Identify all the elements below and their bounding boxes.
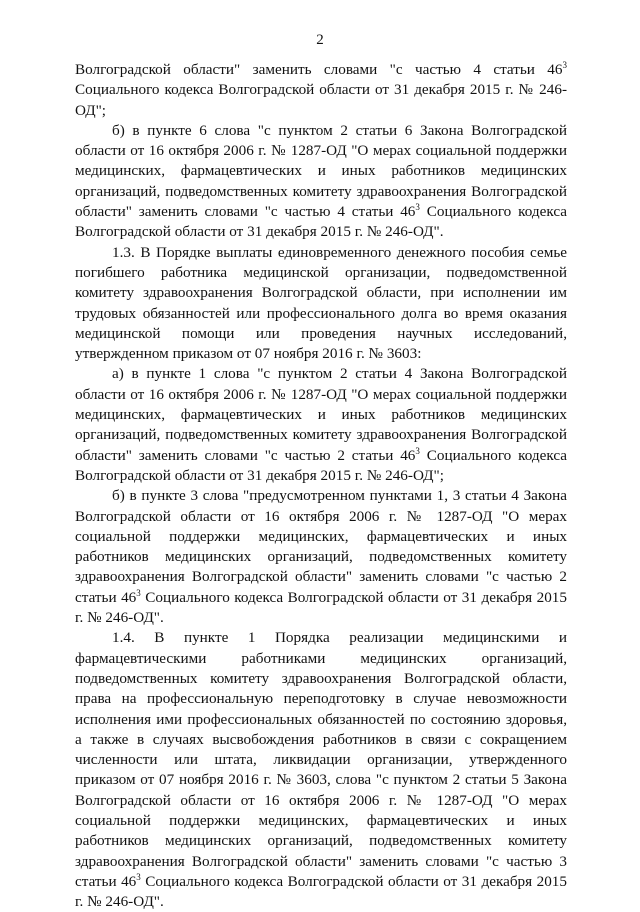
page-number: 2 <box>316 32 324 48</box>
paragraph-subitem-b-point-6: б) в пункте 6 слова "с пунктом 2 статьи 6 Закона Волгоградской области от 16 октября 2006 г. № 1287-ОД "О мерах социальной поддержки медицинских, фармацевтических и иных работников медицинских организаций, подведомственных комитету здравоохранения Волгоградской области" заменить словами "с частью 4 статьи $46^3$ Социального кодекса Волгоградской области от 31 декабря 2015 г. № 246-ОД". <box>75 121 567 241</box>
paragraph-subitem-a-point-1: а) в пункте 1 слова "с пунктом 2 статьи 4 Закона Волгоградской области от 16 октября 2006 г. № 1287-ОД "О мерах социальной поддержки медицинских, фармацевтических и иных работников медицинских организаций, подведомственных комитету здравоохранения Волгоградской области" заменить словами "с частью 2 статьи $46^3$ Социального кодекса Волгоградской области от 31 декабря 2015 г. № 246-ОД"; <box>75 365 567 484</box>
paragraph-continuation: Волгоградской области" заменить словами "с частью 4 статьи $46^3$ Социального кодекса Волгоградской области от 31 декабря 2015 г. № 246-ОД"; <box>75 59 567 119</box>
paragraph-subitem-b-point-3: б) в пункте 3 слова "предусмотренном пунктами 1, 3 статьи 4 Закона Волгоградской области от 16 октября 2006 г. № 1287-ОД "О мерах социальной поддержки медицинских, фармацевтических и иных работников медицинских организаций, подведомственных комитету здравоохранения Волгоградской области" заменить словами "с частью 2 статьи $46^3$ Социального кодекса Волгоградской области от 31 декабря 2015 г. № 246-ОД". <box>75 487 567 627</box>
document-body <box>75 60 567 912</box>
paragraph-section-1-4: 1.4. В пункте 1 Порядка реализации медицинскими и фармацевтическими работниками медицинских организаций, подведомственных комитету здравоохранения Волгоградской области, права на профессиональную переподготовку в случае невозможности исполнения ими профессиональных обязанностей по состоянию здоровья, а также в случаях высвобождения работников в связи с сокращением численности или штата, ликвидации организации, утвержденного приказом от 07 ноября 2016 г. № 3603, слова "с пунктом 2 статьи 5 Закона Волгоградской области от 16 октября 2006 г. № 1287-ОД "О мерах социальной поддержки медицинских, фармацевтических и иных работников медицинских организаций, подведомственных комитету здравоохранения Волгоградской области" заменить словами "с частью 3 статьи $46^3$ Социального кодекса Волгоградской области от 31 декабря 2015 г. № 246-ОД". <box>75 629 567 911</box>
paragraph-section-1-3: 1.3. В Порядке выплаты единовременного денежного пособия семье погибшего работника медицинской организации, подведомственной комитету здравоохранения Волгоградской области, при исполнении им трудовых обязанностей или профессионального долга во время оказания медицинской помощи или проведения научных исследований, утвержденном приказом от 07 ноября 2016 г. № 3603: <box>75 243 567 363</box>
